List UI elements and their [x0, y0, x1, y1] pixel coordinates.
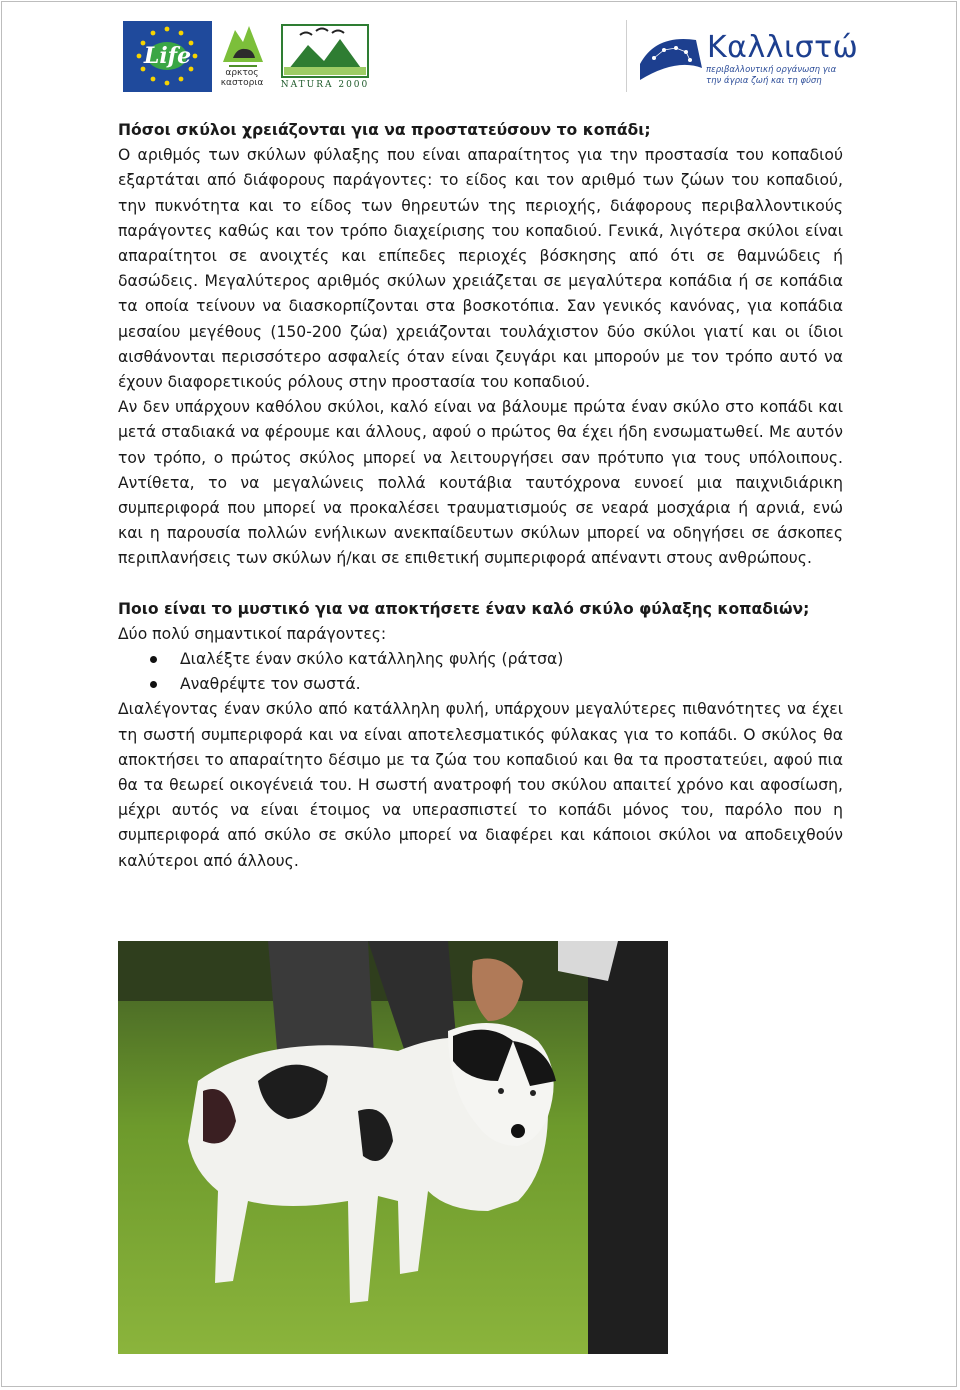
kallisto-subtitle: περιβαλλοντική οργάνωση για την άγρια ζωή και τη φύση	[706, 65, 837, 86]
section2-paragraph: Διαλέγοντας έναν σκύλο από κατάλληλη φυλή, υπάρχουν μεγαλύτερες πιθανότητες να έχει τη σωστή συμπεριφορά και να είναι αποτελεσματικός φύλακας για το κοπάδι. Ο σκύλος θα αποκτήσει το απαραίτητο δέσιμο με τα ζώα του κοπαδιού και θα τα προστατεύει, αφού πια θα τα θεωρεί οικογένειά του. Η σωστή ανατροφή του σκύλου απαιτεί χρόνο και αφοσίωση, μέχρι αυτός να είναι έτοιμος να υπερασπιστεί το κοπάδι μόνος του, παρόλο που η συμπεριφορά από σκύλο σε σκύλο μπορεί να διαφέρει και κάποιοι σκύλοι να αποδειχθούν καλύτεροι από άλλους.	[118, 700, 843, 870]
list-item-text: Αναθρέψτε τον σωστά.	[180, 675, 361, 694]
kallisto-title: Καλλιστώ	[707, 30, 859, 65]
dog-photo	[118, 941, 668, 1354]
life-logo	[123, 21, 212, 92]
factors-list	[118, 647, 843, 697]
arktos-kastoria-logo	[217, 22, 267, 92]
section1-paragraph-1: Ο αριθμός των σκύλων φύλαξης που είναι απαραίτητος για την προστασία του κοπαδιού εξαρτάται από διάφορους παράγοντες: το είδος και τον αριθμό των ζώων του κοπαδιού, την πυκνότητα και το είδος των θηρευτών της περιοχής, διάφορους περιβαλλοντικούς παράγοντες καθώς και τον τρόπο διαχείρισης του κοπαδιού. Γενικά, λιγότερα σκύλοι είναι απαραίτητοι σε ανοιχτές και επίπεδες περιοχές βόσκησης από ότι σε θαμνώδεις ή δασώδεις. Μεγαλύτερος αριθμός σκύλων χρειάζεται σε μεγαλύτερα κοπάδια ή σε κοπάδια τα οποία τείνουν να διασκορπίζονται στα βοσκοτόπια. Σαν γενικός κανόνας, για κοπάδια μεσαίου μεγέθους (150-200 ζώα) χρειάζονται τουλάχιστον δύο σκύλοι γιατί και οι ίδιοι αισθάνονται περισσότερο ασφαλείς όταν είναι ζευγάρι και μπορούν με τον τρόπο αυτό να έχουν διαφορετικούς ρόλους στην προστασία του κοπαδιού.	[118, 146, 843, 392]
document-body	[118, 118, 843, 874]
header-divider	[626, 20, 627, 92]
list-item-text: Διαλέξτε έναν σκύλο κατάλληλης φυλής (ράτσα)	[180, 650, 564, 669]
section2-heading: Ποιο είναι το μυστικό για να αποκτήσετε έναν καλό σκύλο φύλαξης κοπαδιών;	[118, 599, 810, 618]
natura-logo-text: NATURA 2000	[280, 80, 370, 90]
life-logo-text: Life	[143, 43, 192, 69]
section2-intro: Δύο πολύ σημαντικοί παράγοντες:	[118, 624, 387, 643]
constellation-icon	[636, 28, 706, 88]
arktos-logo-text: αρκτος καστορια	[220, 68, 264, 88]
section-spacer	[118, 572, 843, 597]
kallisto-logo	[636, 28, 859, 90]
bullet-icon	[150, 656, 157, 663]
list-item	[118, 647, 843, 672]
section1-heading: Πόσοι σκύλοι χρειάζονται για να προστατεύσουν το κοπάδι;	[118, 121, 651, 139]
list-item	[118, 672, 843, 697]
bear-mountain-icon	[217, 22, 267, 68]
bullet-icon	[150, 681, 157, 688]
natura-landscape-icon	[280, 23, 370, 79]
dog-image	[118, 941, 668, 1354]
section1-paragraph-2: Αν δεν υπάρχουν καθόλου σκύλοι, καλό είναι να βάλουμε πρώτα έναν σκύλο στο κοπάδι και μετά σταδιακά να φέρουμε και άλλους, αφού ο πρώτος θα έχει ήδη ενσωματωθεί. Με αυτόν τον τρόπο, ο πρώτος σκύλος μπορεί να λειτουργήσει σαν πρότυπο για τους υπόλοιπους. Αντίθετα, το να μεγαλώνεις πολλά κουτάβια ταυτόχρονα ευνοεί μια παιχνιδιάρικη συμπεριφορά που μπορεί να προκαλέσει τραυματισμούς σε νεαρά μοσχάρια ή αρνιά, ενώ και η παρουσία πολλών ενήλικων ανεκπαίδευτων σκύλων μπορεί να οδηγήσει σε άσκοπες περιπλανήσεις των σκύλων ή/και σε επιθετική συμπεριφορά απέναντι στους ανθρώπους.	[118, 398, 843, 568]
natura-2000-logo	[280, 23, 370, 93]
